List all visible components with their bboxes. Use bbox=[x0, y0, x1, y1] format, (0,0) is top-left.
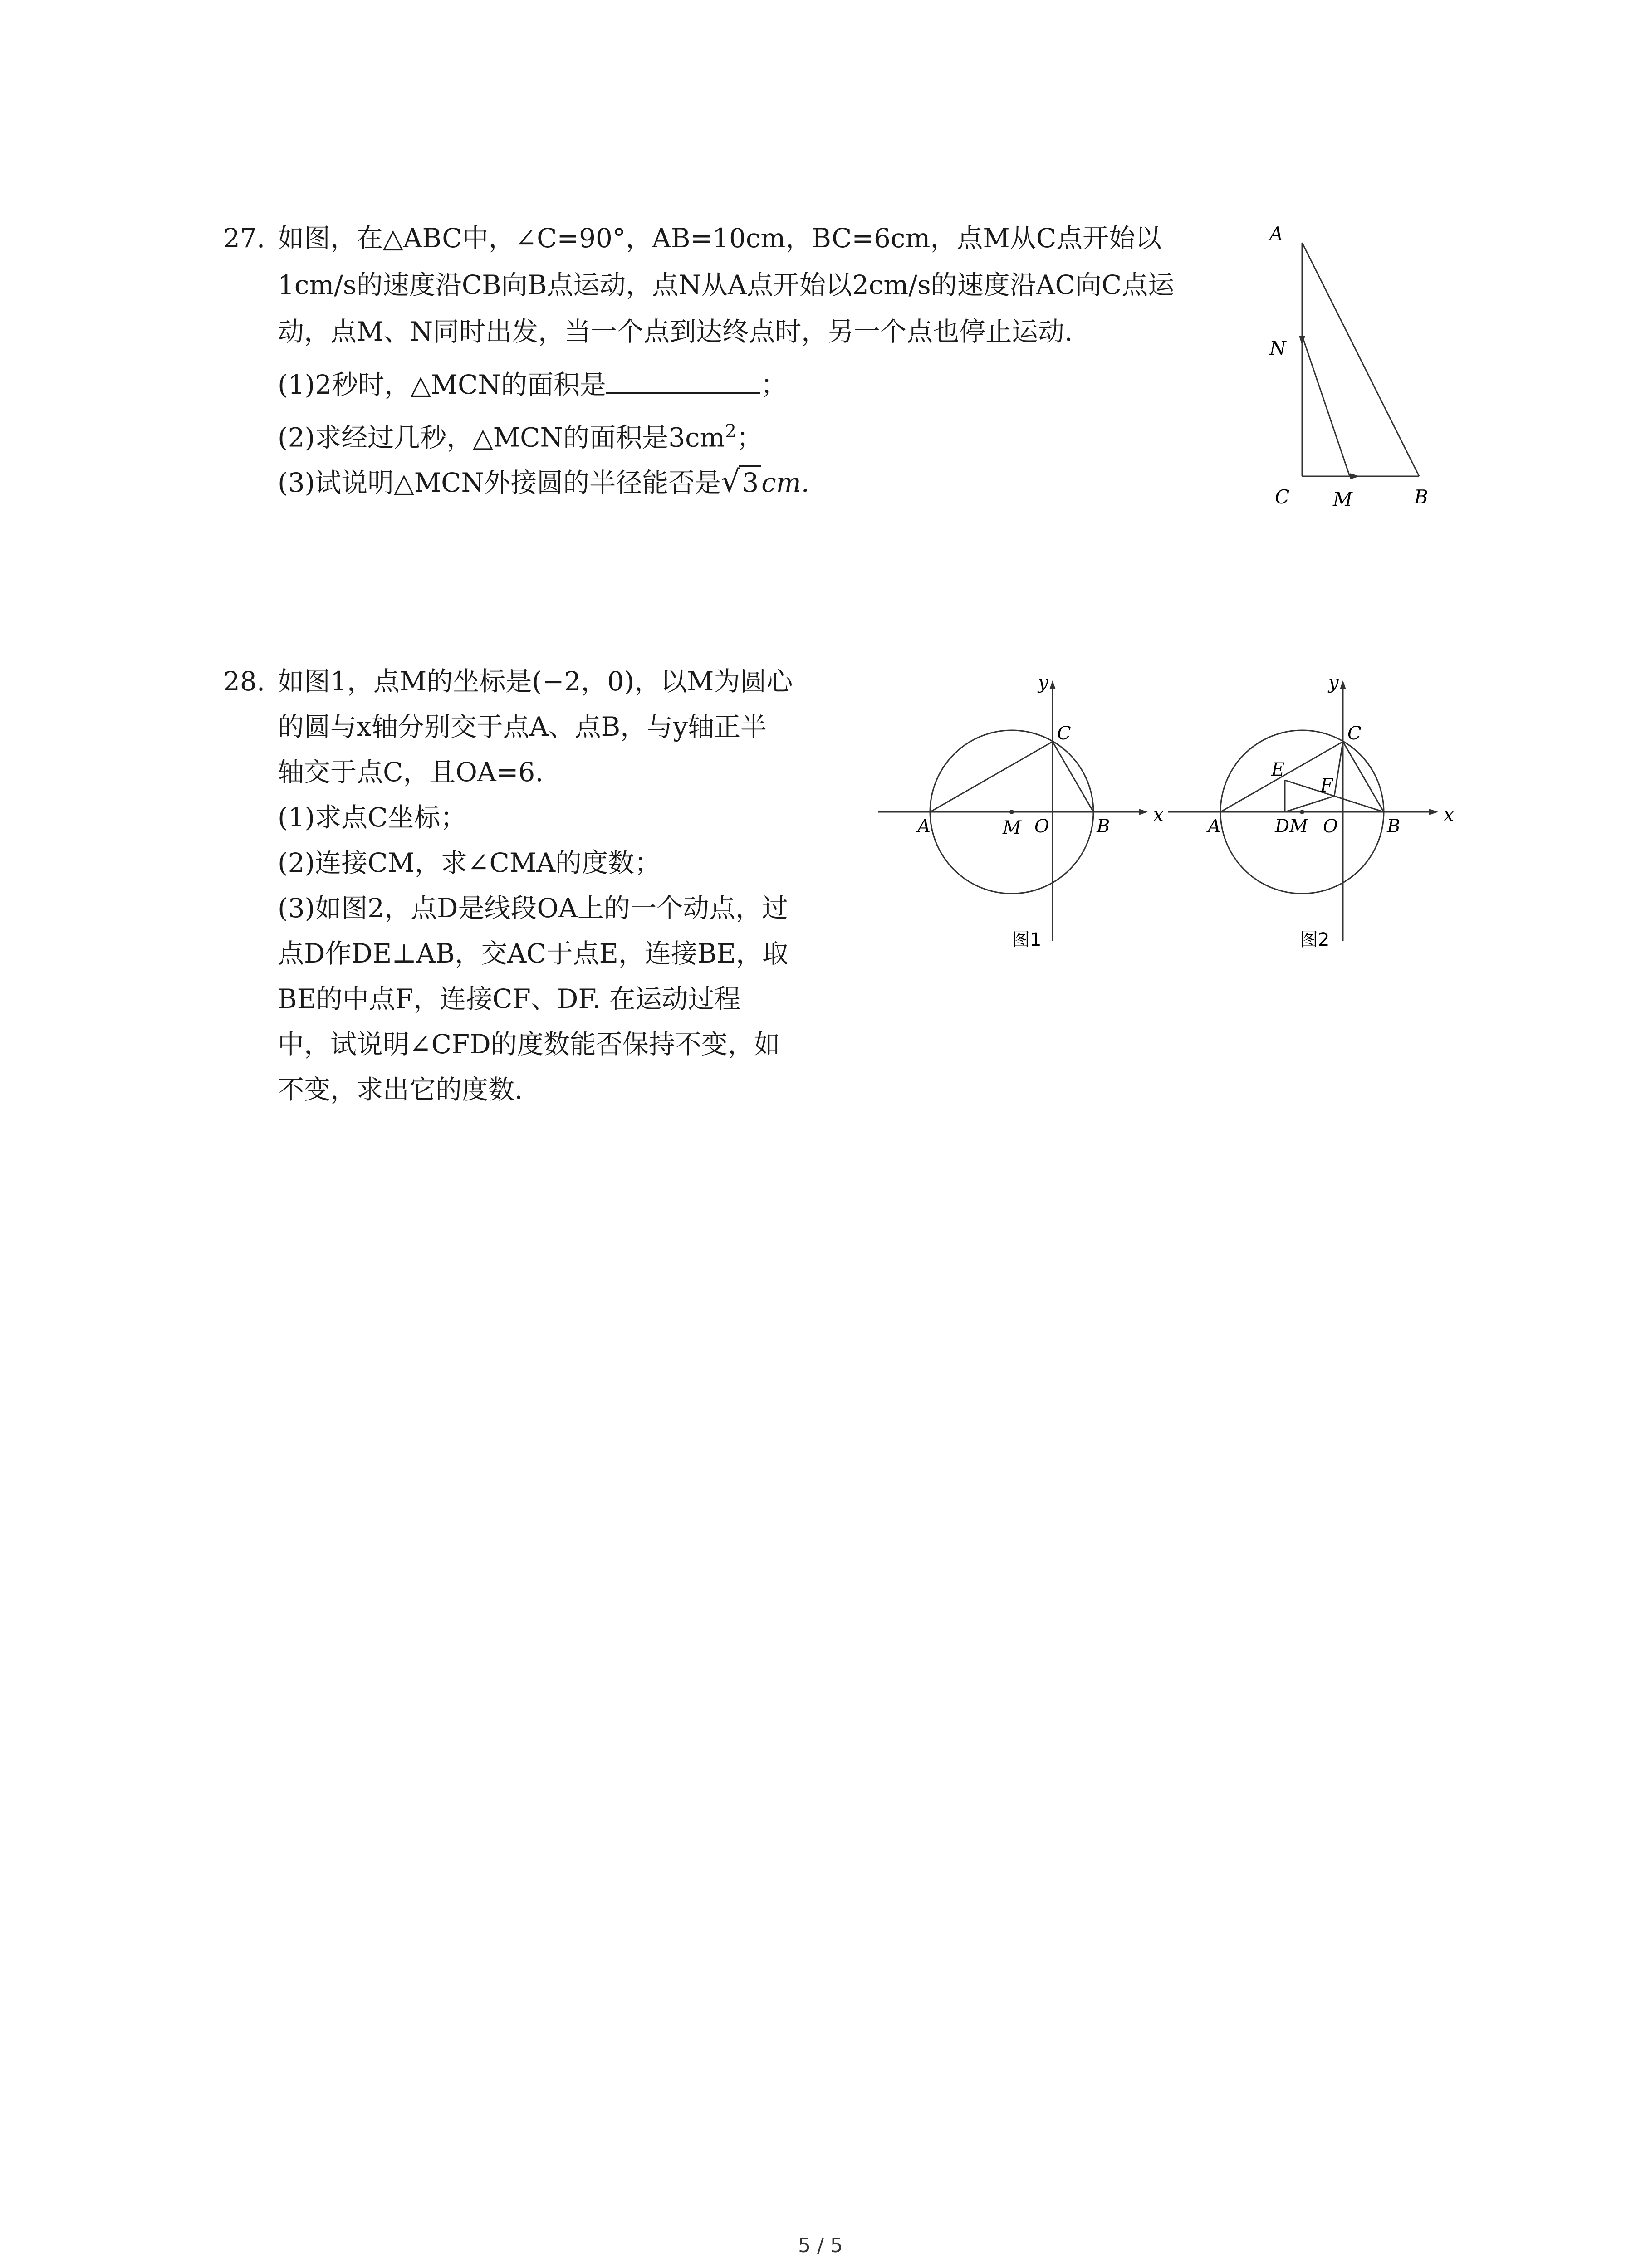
center-dot bbox=[1300, 810, 1304, 814]
label-a: A bbox=[917, 816, 931, 837]
segment-cf bbox=[1334, 742, 1343, 796]
label-x: x bbox=[1153, 805, 1164, 826]
figure-caption: 图2 bbox=[1300, 929, 1330, 950]
label-m: M bbox=[1003, 817, 1021, 838]
question-text-line: 轴交于点C，且OA=6. bbox=[278, 757, 544, 787]
label-b: B bbox=[1414, 486, 1428, 508]
question-text-line: 如图，在△ABC中，∠C=90°，AB=10cm，BC=6cm，点M从C点开始以 bbox=[278, 223, 1162, 254]
question-number: 28. bbox=[223, 666, 265, 697]
label-o: O bbox=[1034, 816, 1049, 837]
question-text-line: 的圆与x轴分别交于点A、点B，与y轴正半 bbox=[278, 711, 767, 742]
question-text-line: 不变，求出它的度数. bbox=[278, 1074, 523, 1105]
sub-question-text: (1)2秒时，△MCN的面积是 bbox=[278, 369, 607, 400]
y-axis-arrow-icon bbox=[1049, 680, 1056, 689]
page-number: 5 / 5 bbox=[798, 2234, 843, 2257]
question-text-line: (3)如图2，点D是线段OA上的一个动点，过 bbox=[278, 893, 788, 924]
arrow-right-icon bbox=[1350, 473, 1360, 479]
punctuation: ； bbox=[760, 369, 787, 400]
x-axis-arrow-icon bbox=[1429, 809, 1438, 815]
sub-question-3 bbox=[278, 465, 809, 499]
label-d: D bbox=[1275, 816, 1290, 837]
label-m: M bbox=[1289, 816, 1308, 837]
label-x: x bbox=[1444, 805, 1454, 826]
unit: cm. bbox=[761, 467, 810, 498]
question-text-line: (2)连接CM，求∠CMA的度数； bbox=[278, 847, 661, 878]
segment-nm bbox=[1302, 336, 1350, 476]
figure-1 bbox=[876, 671, 1166, 962]
label-c: C bbox=[1347, 723, 1362, 744]
x-axis-arrow-icon bbox=[1139, 809, 1148, 815]
question-text-line: BE的中点F，连接CF、DF. 在运动过程 bbox=[278, 983, 741, 1014]
y-axis-arrow-icon bbox=[1340, 680, 1346, 689]
label-e: E bbox=[1271, 759, 1285, 780]
question-text-line: 动，点M、N同时出发，当一个点到达终点时，另一个点也停止运动. bbox=[278, 316, 1073, 347]
label-m: M bbox=[1333, 488, 1353, 510]
label-o: O bbox=[1323, 816, 1338, 837]
question-text-line: 如图1，点M的坐标是(−2，0)，以M为圆心 bbox=[278, 666, 793, 697]
segment-ac bbox=[930, 742, 1053, 812]
label-y: y bbox=[1328, 672, 1339, 693]
superscript: 2 bbox=[725, 421, 737, 442]
label-y: y bbox=[1038, 672, 1048, 693]
figure-2 bbox=[1166, 671, 1456, 962]
answer-blank bbox=[606, 367, 760, 394]
question-text-line: 中，试说明∠CFD的度数能否保持不变，如 bbox=[278, 1029, 780, 1060]
sub-question-text: (3)试说明△MCN外接圆的半径能否是 bbox=[278, 467, 721, 498]
radicand: 3 bbox=[739, 465, 761, 499]
label-c: C bbox=[1057, 723, 1071, 744]
label-b: B bbox=[1097, 816, 1110, 837]
punctuation: ； bbox=[736, 422, 763, 453]
question-text-line: (1)求点C坐标； bbox=[278, 802, 467, 833]
center-dot bbox=[1009, 810, 1014, 814]
sub-question-text: (2)求经过几秒，△MCN的面积是3cm bbox=[278, 422, 725, 453]
question-text-line: 点D作DE⊥AB，交AC于点E，连接BE，取 bbox=[278, 938, 789, 969]
label-b: B bbox=[1387, 816, 1401, 837]
label-c: C bbox=[1275, 486, 1290, 508]
sub-question-2 bbox=[278, 415, 763, 453]
label-n: N bbox=[1269, 337, 1286, 359]
sub-question-1 bbox=[278, 367, 787, 401]
segment-ab bbox=[1302, 243, 1419, 476]
sqrt-sign: √ bbox=[721, 464, 740, 499]
segment-df bbox=[1285, 796, 1334, 812]
triangle-figure bbox=[1252, 222, 1456, 522]
question-text-line: 1cm/s的速度沿CB向B点运动，点N从A点开始以2cm/s的速度沿AC向C点运 bbox=[278, 269, 1175, 300]
segment-cb bbox=[1053, 742, 1093, 812]
label-a: A bbox=[1208, 816, 1221, 837]
figure-caption: 图1 bbox=[1012, 929, 1042, 950]
label-f: F bbox=[1320, 775, 1333, 796]
question-number: 27. bbox=[223, 223, 265, 254]
label-a: A bbox=[1269, 223, 1283, 245]
